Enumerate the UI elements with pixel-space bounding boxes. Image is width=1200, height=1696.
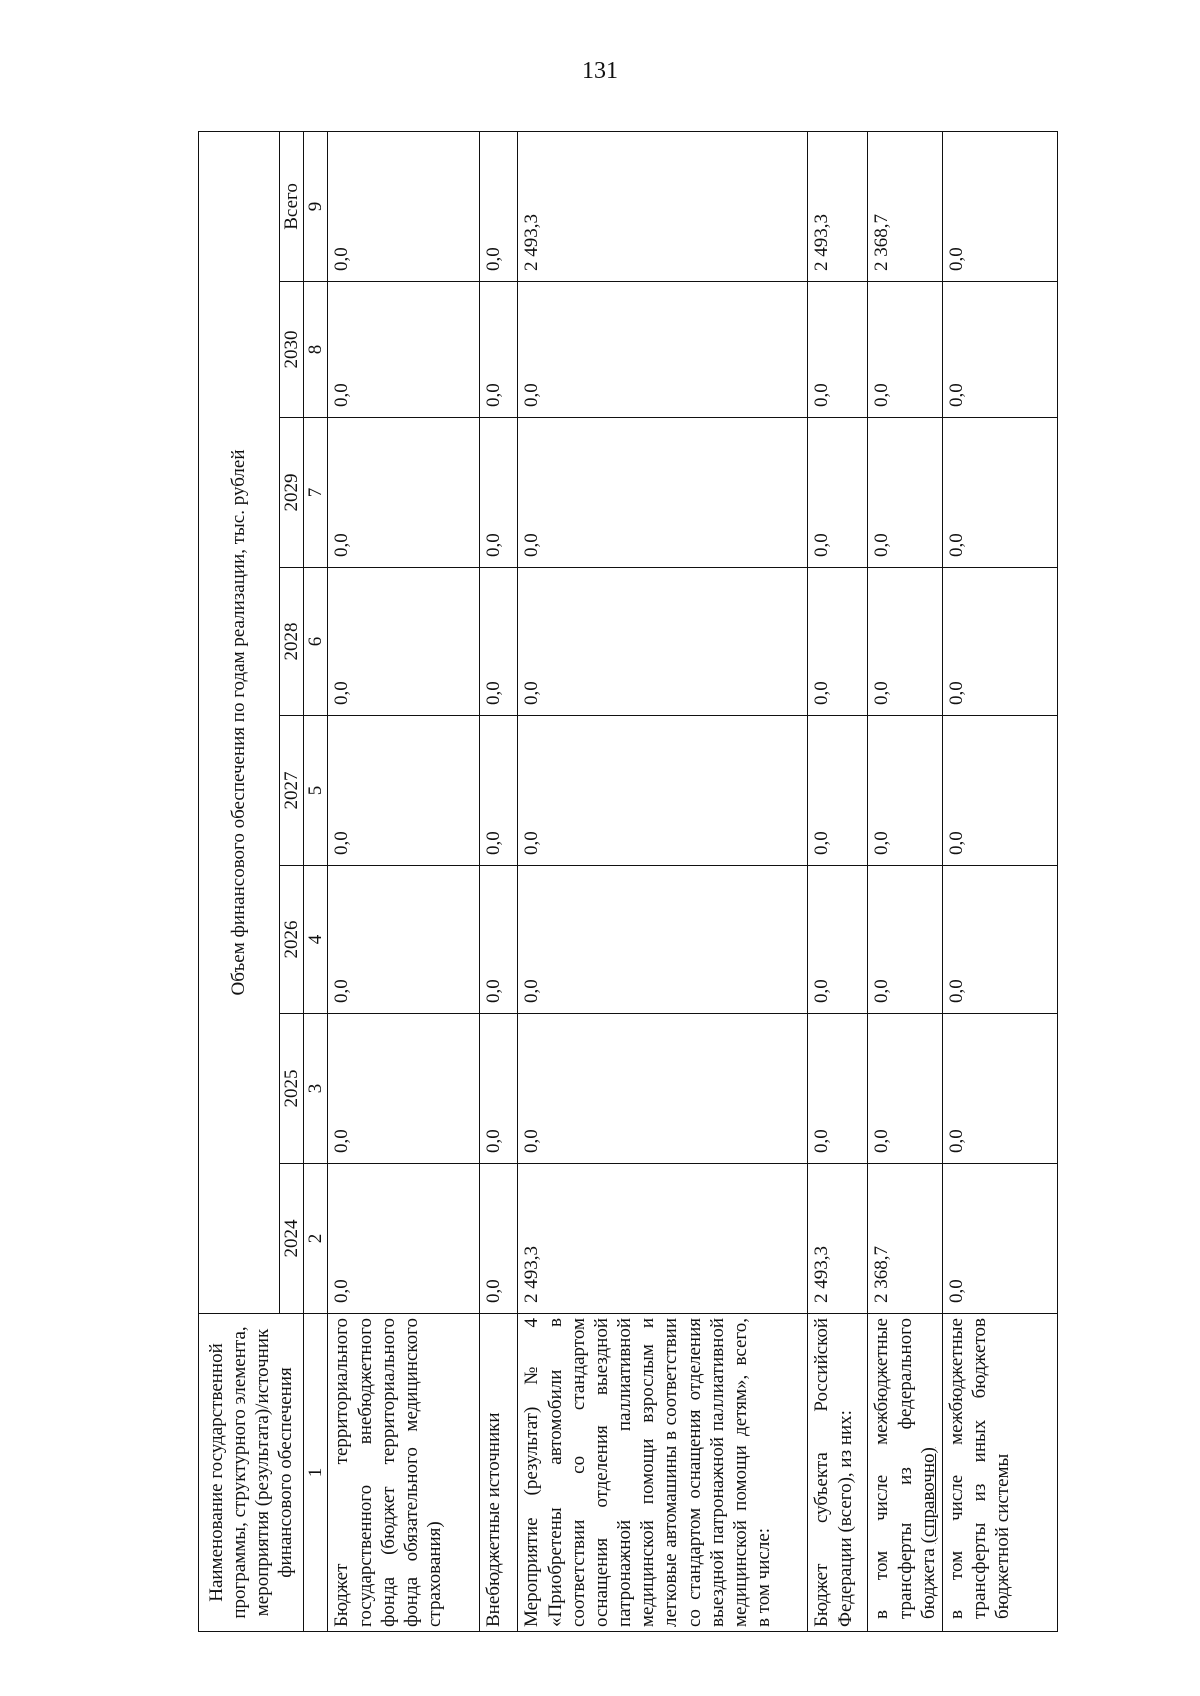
row-name-note: (справочно) [917,1447,939,1544]
row-value: 0,0 [480,131,518,281]
header-index: 3 [304,1014,328,1164]
row-value: 0,0 [808,716,868,866]
row-value: 0,0 [868,716,943,866]
row-value: 0,0 [328,1164,480,1314]
table-row [480,131,518,1631]
table-row [328,131,480,1631]
row-value: 2 493,3 [808,131,868,281]
table-row [868,131,943,1631]
row-value: 0,0 [480,568,518,716]
row-value: 0,0 [328,716,480,866]
header-index: 2 [304,1164,328,1314]
row-value: 0,0 [868,282,943,418]
row-value: 0,0 [480,418,518,568]
row-value: 0,0 [518,418,808,568]
row-value: 0,0 [808,282,868,418]
row-name-text: в том числе межбюджетные трансферты из федерального бюджета [871,1318,939,1619]
header-year: Всего [280,131,304,281]
header-year: 2025 [280,1014,304,1164]
page-number: 131 [582,58,618,84]
row-value: 0,0 [328,282,480,418]
row-value: 2 493,3 [808,1164,868,1314]
row-value: 0,0 [868,418,943,568]
rotated-table-container [198,132,1058,1632]
row-value: 2 368,7 [868,1164,943,1314]
row-name: Мероприятие (результат) № 4 «Приобретены автомобили в соответствии со стандартом оснащения отделения выездной патронажной паллиативной медицинской помощи взрослым и легковые автомашины в соответствии со стандартом оснащения отделения выездной патронажной паллиативной медицинской помощи детям», всего, в том числе: [518,1314,808,1632]
row-value: 0,0 [480,716,518,866]
row-name: Бюджет субъекта Российской Федерации (всего), из них: [808,1314,868,1632]
row-value: 0,0 [518,866,808,1014]
row-value: 0,0 [518,1014,808,1164]
row-value: 0,0 [942,716,1057,866]
row-name: в том числе межбюджетные трансферты из иных бюджетов бюджетной системы [942,1314,1057,1632]
row-name [868,1314,943,1632]
header-index: 9 [304,131,328,281]
row-value: 0,0 [328,418,480,568]
header-year: 2027 [280,716,304,866]
row-value: 0,0 [808,568,868,716]
header-col-name: Наименование государственной программы, структурного элемента, мероприятия (результата)/источник финансового обеспечения [199,1314,304,1632]
row-value: 0,0 [942,131,1057,281]
header-year: 2030 [280,282,304,418]
row-value: 2 368,7 [868,131,943,281]
header-index-row [304,131,328,1631]
row-value: 0,0 [808,418,868,568]
row-value: 2 493,3 [518,131,808,281]
row-value: 0,0 [942,282,1057,418]
row-value: 0,0 [328,866,480,1014]
table-row [808,131,868,1631]
row-value: 0,0 [480,282,518,418]
header-year: 2029 [280,418,304,568]
header-year: 2028 [280,568,304,716]
header-index: 7 [304,418,328,568]
table-row [942,131,1057,1631]
row-value: 2 493,3 [518,1164,808,1314]
row-value: 0,0 [942,866,1057,1014]
row-value: 0,0 [518,568,808,716]
header-index: 4 [304,866,328,1014]
header-row-1 [199,131,280,1631]
row-value: 0,0 [480,1164,518,1314]
header-index: 5 [304,716,328,866]
row-value: 0,0 [868,866,943,1014]
row-value: 0,0 [518,716,808,866]
row-value: 0,0 [942,1014,1057,1164]
row-value: 0,0 [868,568,943,716]
header-group: Объем финансового обеспечения по годам реализации, тыс. рублей [199,131,280,1313]
row-value: 0,0 [808,1014,868,1164]
header-year: 2024 [280,1164,304,1314]
header-year: 2026 [280,866,304,1014]
row-value: 0,0 [942,1164,1057,1314]
row-value: 0,0 [328,1014,480,1164]
row-value: 0,0 [868,1014,943,1164]
row-value: 0,0 [480,1014,518,1164]
header-index: 1 [304,1314,328,1632]
header-index: 8 [304,282,328,418]
table-row [518,131,808,1631]
row-value: 0,0 [518,282,808,418]
row-value: 0,0 [328,568,480,716]
row-value: 0,0 [480,866,518,1014]
row-value: 0,0 [808,866,868,1014]
row-name: Бюджет территориального государственного внебюджетного фонда (бюджет территориального фонда обязательного медицинского страхования) [328,1314,480,1632]
row-value: 0,0 [328,131,480,281]
row-name: Внебюджетные источники [480,1314,518,1632]
row-value: 0,0 [942,568,1057,716]
header-index: 6 [304,568,328,716]
row-value: 0,0 [942,418,1057,568]
financing-table [198,131,1058,1632]
